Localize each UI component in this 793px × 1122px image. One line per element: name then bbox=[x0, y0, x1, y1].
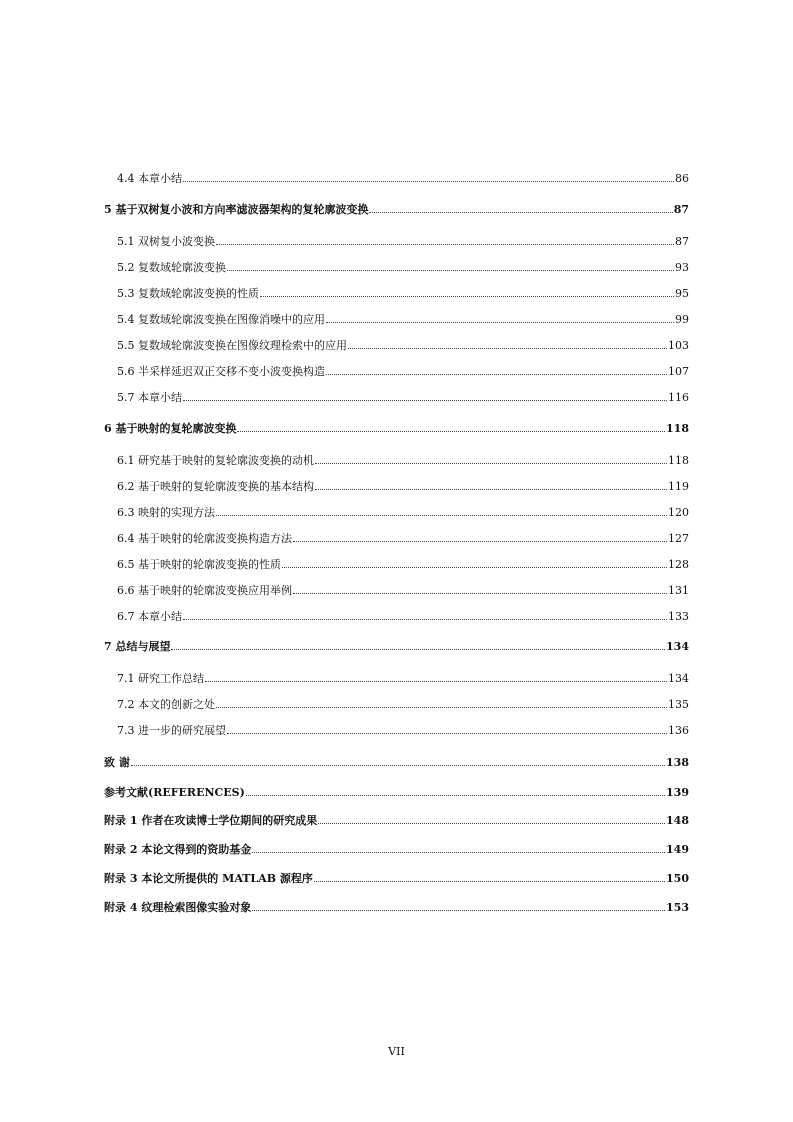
toc-entry-page-number: 131 bbox=[668, 584, 689, 597]
toc-entry-title: 5.4 复数域轮廓波变换在图像消噪中的应用 bbox=[117, 313, 325, 326]
toc-entry-title: 7.1 研究工作总结 bbox=[117, 672, 204, 685]
dot-leader bbox=[260, 287, 674, 297]
toc-entry-page-number: 138 bbox=[666, 756, 689, 769]
dot-leader bbox=[252, 843, 665, 853]
dot-leader bbox=[237, 422, 665, 432]
toc-chapter-entry[interactable] bbox=[104, 786, 689, 800]
toc-entry-title: 6.6 基于映射的轮廓波变换应用举例 bbox=[117, 584, 292, 597]
toc-section-entry[interactable] bbox=[117, 558, 689, 572]
dot-leader bbox=[216, 235, 674, 245]
toc-entry-page-number: 149 bbox=[666, 843, 689, 856]
toc-entry-title: 7.3 进一步的研究展望 bbox=[117, 724, 226, 737]
dot-leader bbox=[227, 261, 674, 271]
toc-entry-page-number: 128 bbox=[668, 558, 689, 571]
toc-entry-title: 5.1 双树复小波变换 bbox=[117, 235, 215, 248]
toc-entry-page-number: 133 bbox=[668, 610, 689, 623]
toc-entry-page-number: 134 bbox=[666, 640, 689, 653]
toc-entry-title: 6.1 研究基于映射的复轮廓波变换的动机 bbox=[117, 454, 314, 467]
toc-entry-page-number: 87 bbox=[673, 203, 689, 216]
toc-section-entry[interactable] bbox=[117, 365, 689, 379]
toc-section-entry[interactable] bbox=[117, 698, 689, 712]
toc-chapter-entry[interactable] bbox=[104, 422, 689, 436]
dot-leader bbox=[314, 872, 665, 882]
toc-entry-page-number: 87 bbox=[675, 235, 689, 248]
toc-entry-page-number: 150 bbox=[666, 872, 689, 885]
toc-entry-page-number: 107 bbox=[668, 365, 689, 378]
toc-section-entry[interactable] bbox=[117, 172, 689, 186]
dot-leader bbox=[293, 584, 667, 594]
toc-entry-page-number: 93 bbox=[675, 261, 689, 274]
dot-leader bbox=[252, 901, 665, 911]
toc-entry-title: 5.6 半采样延迟双正交移不变小波变换构造 bbox=[117, 365, 325, 378]
toc-entry-page-number: 120 bbox=[668, 506, 689, 519]
toc-section-entry[interactable] bbox=[117, 391, 689, 405]
toc-section-entry[interactable] bbox=[117, 672, 689, 686]
toc-section-entry[interactable] bbox=[117, 235, 689, 249]
toc-entry-title: 5.5 复数域轮廓波变换在图像纹理检索中的应用 bbox=[117, 339, 347, 352]
dot-leader bbox=[171, 640, 665, 650]
page-number: VII bbox=[388, 1045, 405, 1058]
toc-section-entry[interactable] bbox=[117, 584, 689, 598]
toc-entry-page-number: 103 bbox=[668, 339, 689, 352]
toc-entry-page-number: 86 bbox=[675, 172, 689, 185]
toc-section-entry[interactable] bbox=[117, 313, 689, 327]
dot-leader bbox=[216, 506, 667, 516]
toc-entry-title: 附录 1 作者在攻读博士学位期间的研究成果 bbox=[104, 814, 318, 827]
toc-entry-title: 6.3 映射的实现方法 bbox=[117, 506, 215, 519]
dot-leader bbox=[205, 672, 667, 682]
dot-leader bbox=[227, 724, 667, 734]
toc-entry-page-number: 153 bbox=[666, 901, 689, 914]
toc-entry-title: 7.2 本文的创新之处 bbox=[117, 698, 215, 711]
toc-entry-title: 6.4 基于映射的轮廓波变换构造方法 bbox=[117, 532, 292, 545]
dot-leader bbox=[318, 814, 665, 824]
dot-leader bbox=[183, 172, 674, 182]
dot-leader bbox=[246, 786, 665, 796]
toc-entry-title: 7 总结与展望 bbox=[104, 640, 171, 653]
toc-entry-page-number: 116 bbox=[668, 391, 689, 404]
toc-entry-title: 5 基于双树复小波和方向率滤波器架构的复轮廓波变换 bbox=[104, 203, 369, 216]
toc-entry-page-number: 148 bbox=[666, 814, 689, 827]
dot-leader bbox=[183, 610, 667, 620]
dot-leader bbox=[348, 339, 667, 349]
toc-chapter-entry[interactable] bbox=[104, 203, 689, 217]
dot-leader bbox=[183, 391, 667, 401]
toc-entry-title: 5.3 复数域轮廓波变换的性质 bbox=[117, 287, 259, 300]
toc-entry-page-number: 127 bbox=[668, 532, 689, 545]
toc-chapter-entry[interactable] bbox=[104, 640, 689, 654]
toc-entry-page-number: 139 bbox=[666, 786, 689, 799]
toc-entry-page-number: 119 bbox=[668, 480, 689, 493]
toc-chapter-entry[interactable] bbox=[104, 872, 689, 886]
toc-entry-page-number: 134 bbox=[668, 672, 689, 685]
toc-section-entry[interactable] bbox=[117, 287, 689, 301]
dot-leader bbox=[369, 203, 672, 213]
toc-entry-page-number: 118 bbox=[668, 454, 689, 467]
toc-entry-title: 附录 2 本论文得到的资助基金 bbox=[104, 843, 252, 856]
toc-chapter-entry[interactable] bbox=[104, 756, 689, 770]
toc-entry-title: 6.2 基于映射的复轮廓波变换的基本结构 bbox=[117, 480, 314, 493]
dot-leader bbox=[326, 313, 674, 323]
toc-entry-page-number: 118 bbox=[666, 422, 689, 435]
toc-entry-title: 5.7 本章小结 bbox=[117, 391, 182, 404]
toc-chapter-entry[interactable] bbox=[104, 814, 689, 828]
dot-leader bbox=[326, 365, 667, 375]
toc-entry-page-number: 99 bbox=[675, 313, 689, 326]
toc-section-entry[interactable] bbox=[117, 261, 689, 275]
toc-section-entry[interactable] bbox=[117, 480, 689, 494]
dot-leader bbox=[282, 558, 667, 568]
toc-section-entry[interactable] bbox=[117, 532, 689, 546]
toc-chapter-entry[interactable] bbox=[104, 901, 689, 915]
toc-entry-title: 4.4 本章小结 bbox=[117, 172, 182, 185]
toc-entry-title: 致 谢 bbox=[104, 756, 130, 769]
toc-entry-title: 附录 3 本论文所提供的 MATLAB 源程序 bbox=[104, 872, 313, 885]
toc-section-entry[interactable] bbox=[117, 610, 689, 624]
toc-entry-title: 6 基于映射的复轮廓波变换 bbox=[104, 422, 237, 435]
dot-leader bbox=[293, 532, 667, 542]
toc-entry-page-number: 95 bbox=[675, 287, 689, 300]
toc-entry-title: 参考文献(REFERENCES) bbox=[104, 786, 245, 799]
toc-entry-page-number: 136 bbox=[668, 724, 689, 737]
dot-leader bbox=[315, 480, 667, 490]
toc-section-entry[interactable] bbox=[117, 506, 689, 520]
toc-entry-page-number: 135 bbox=[668, 698, 689, 711]
dot-leader bbox=[315, 454, 667, 464]
toc-entry-title: 5.2 复数域轮廓波变换 bbox=[117, 261, 226, 274]
toc-section-entry[interactable] bbox=[117, 454, 689, 468]
toc-entry-title: 6.5 基于映射的轮廓波变换的性质 bbox=[117, 558, 281, 571]
toc-section-entry[interactable] bbox=[117, 339, 689, 353]
toc-entry-title: 附录 4 纹理检索图像实验对象 bbox=[104, 901, 252, 914]
dot-leader bbox=[131, 756, 665, 766]
toc-section-entry[interactable] bbox=[117, 724, 689, 738]
dot-leader bbox=[216, 698, 667, 708]
toc-entry-title: 6.7 本章小结 bbox=[117, 610, 182, 623]
toc-chapter-entry[interactable] bbox=[104, 843, 689, 857]
